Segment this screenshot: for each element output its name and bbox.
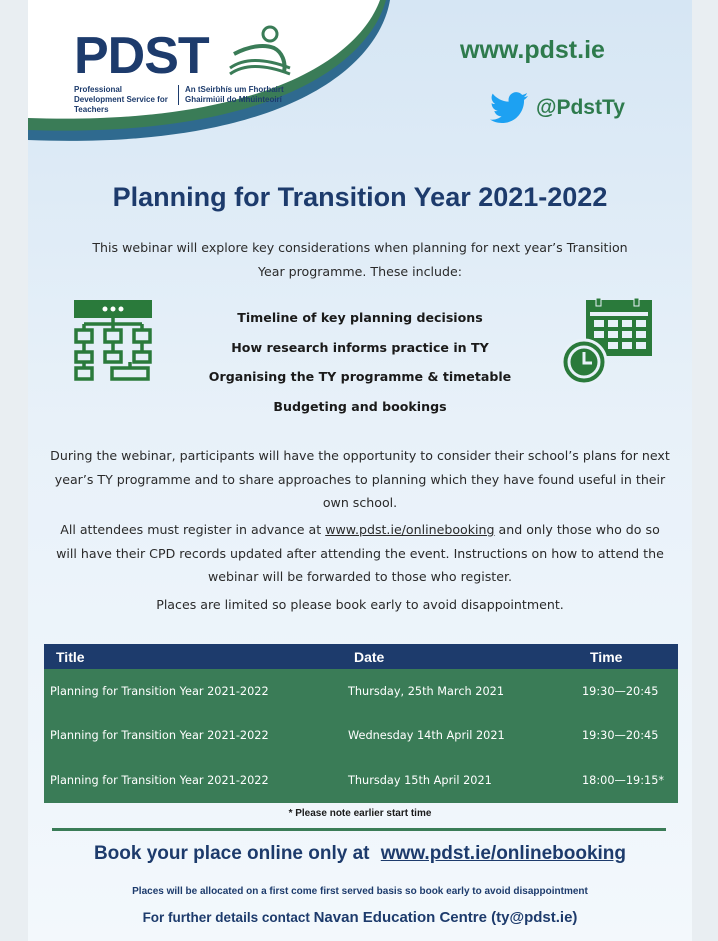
schedule-table (44, 644, 678, 803)
logo-reader-icon (224, 24, 294, 84)
book-text: Book your place online only at (93, 843, 375, 864)
twitter-link[interactable] (490, 92, 625, 124)
flowchart-icon (72, 300, 154, 382)
cell-time: 19:30—20:45 (582, 684, 659, 698)
cell-title: Planning for Transition Year 2021-2022 (50, 729, 269, 743)
topic-item: Budgeting and bookings (273, 398, 447, 414)
poster (28, 0, 692, 941)
header-time: Time (590, 648, 623, 665)
webinar-paragraph: During the webinar, participants will have the opportunity to consider their school’s plans for next year’s TY programme and to share approaches to planning which they have found useful in their own school. (50, 448, 670, 510)
divider (52, 828, 666, 831)
header-title: Title (56, 648, 85, 665)
table-row (44, 669, 678, 714)
page-title: Planning for Transition Year 2021-2022 (112, 182, 608, 212)
table-header (44, 644, 678, 669)
topics-list (178, 308, 542, 426)
contact-text: For further details contact (142, 910, 314, 925)
places-paragraph: Places are limited so please book early to avoid disappointment. (156, 597, 564, 612)
table-row (44, 714, 678, 759)
register-text-before: All attendees must register in advance at (60, 522, 326, 537)
registration-link[interactable]: www.pdst.ie/onlinebooking (325, 522, 495, 537)
cell-title: Planning for Transition Year 2021-2022 (50, 684, 269, 698)
register-paragraph (48, 518, 672, 589)
calendar-clock-icon (560, 298, 654, 388)
cell-time: 19:30—20:45 (582, 729, 659, 743)
logo-subtitle-en: Professional Development Service for Teachers (74, 85, 168, 114)
table-body (44, 669, 678, 803)
cell-title: Planning for Transition Year 2021-2022 (50, 773, 269, 787)
twitter-handle: @PdstTy (536, 96, 625, 119)
contact-centre[interactable]: Navan Education Centre (ty@pdst.ie) (313, 909, 578, 926)
cell-date: Thursday 15th April 2021 (348, 773, 492, 787)
logo-subtitle-ga: An tSeirbhís um Fhorbairt Ghairmiúil do Mhúinteoirí (178, 85, 298, 105)
cell-date: Thursday, 25th March 2021 (348, 684, 505, 698)
cell-date: Wednesday 14th April 2021 (348, 729, 505, 743)
topic-item: How research informs practice in TY (231, 339, 489, 355)
website-link[interactable]: www.pdst.ie (460, 36, 605, 64)
twitter-bird-icon (490, 92, 528, 124)
book-online (28, 843, 692, 865)
cell-time: 18:00—19:15* (582, 773, 665, 787)
contact-line (28, 909, 692, 926)
table-row (44, 758, 678, 803)
logo-wordmark: PDST (74, 27, 209, 85)
topic-item: Timeline of key planning decisions (237, 310, 483, 325)
header-date: Date (354, 648, 385, 665)
topic-item: Organising the TY programme & timetable (208, 369, 512, 384)
pdst-logo (74, 27, 304, 114)
register-text-after: and only those who do so will have their CPD records updated after attending the event. Instructions on how to attend the webinar will be forwarded to those who register. (56, 522, 664, 584)
intro-text: This webinar will explore key considerations when planning for next year’s Transition Year programme. These include: (92, 240, 628, 279)
booking-link[interactable]: www.pdst.ie/onlinebooking (380, 843, 627, 864)
start-time-note: * Please note earlier start time (288, 808, 432, 819)
allocation-note: Places will be allocated on a first come first served basis so book early to avoid disappointment (132, 886, 588, 897)
